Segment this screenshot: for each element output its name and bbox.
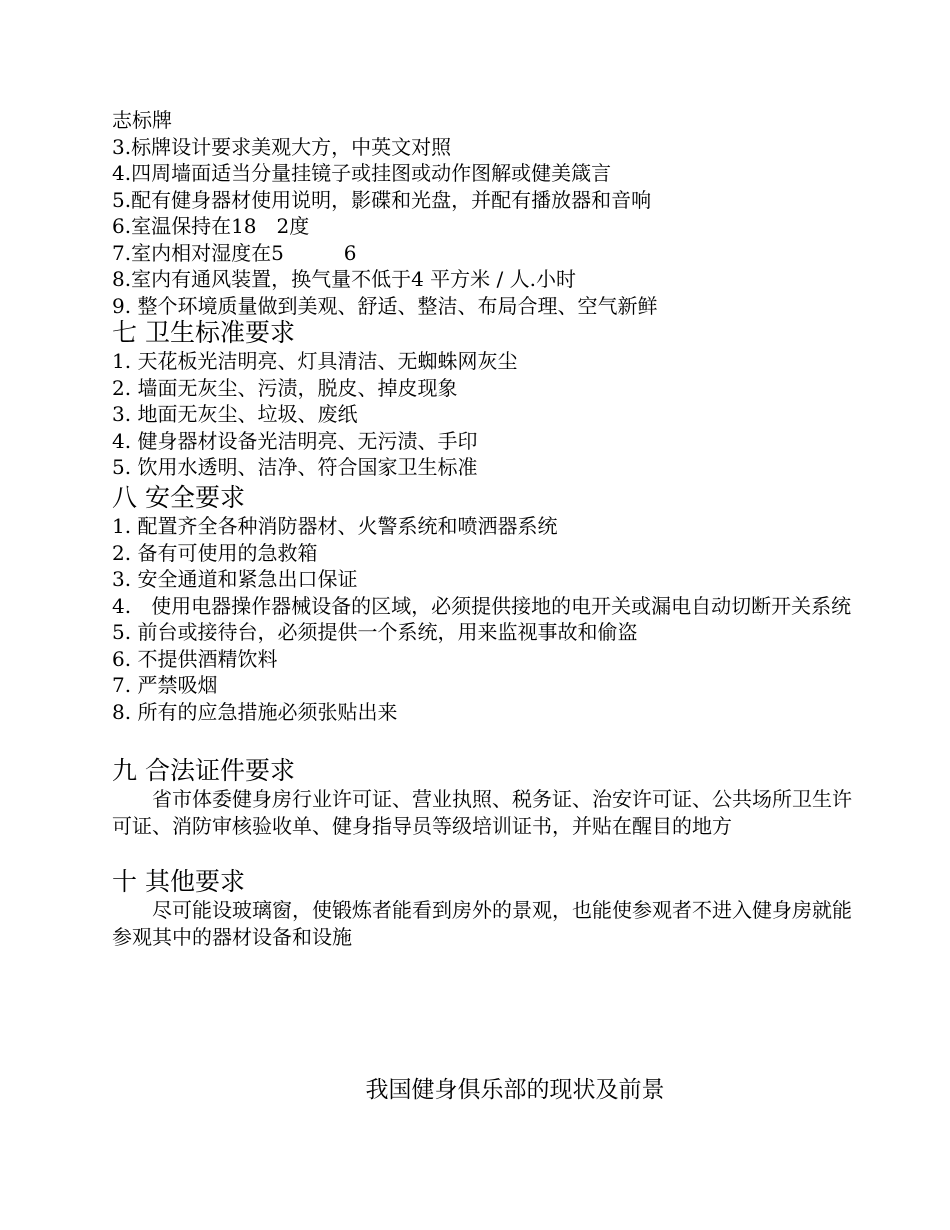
- list-item: 4. 使用电器操作器械设备的区域，必须提供接地的电开关或漏电自动切断开关系统: [112, 593, 852, 618]
- list-item: 5. 前台或接待台，必须提供一个系统，用来监视事故和偷盗: [112, 620, 638, 644]
- section-paragraph: 省市体委健身房行业许可证、营业执照、税务证、治安许可证、公共场所卫生许可证、消防审核验收单、健身指导员等级培训证书，并贴在醒目的地方: [112, 787, 852, 838]
- list-item: 4.四周墙面适当分量挂镜子或挂图或动作图解或健美箴言: [112, 161, 612, 185]
- list-item: 3. 安全通道和紧急出口保证: [112, 567, 358, 591]
- list-item: 4. 健身器材设备光洁明亮、无污渍、手印: [112, 428, 478, 453]
- list-item: 1. 天花板光洁明亮、灯具清洁、无蜘蛛网灰尘: [112, 349, 518, 373]
- section-heading: 十 其他要求: [112, 867, 245, 896]
- list-item: 2. 备有可使用的急救箱: [112, 540, 318, 565]
- section-heading: 七 卫生标准要求: [112, 318, 295, 347]
- list-item: 2. 墙面无灰尘、污渍，脱皮、掉皮现象: [112, 375, 458, 400]
- list-item: 7. 严禁吸烟: [112, 673, 218, 697]
- section-other: [112, 867, 852, 950]
- list-item: 志标牌: [112, 108, 172, 132]
- list-item: 5.配有健身器材使用说明，影碟和光盘，并配有播放器和音响: [112, 187, 652, 212]
- list-item: 8. 所有的应急措施必须张贴出来: [112, 699, 398, 724]
- section-heading: 九 合法证件要求: [112, 756, 295, 785]
- section-safety: [112, 483, 852, 725]
- section-paragraph: 尽可能设玻璃窗，使锻炼者能看到房外的景观，也能使参观者不进入健身房就能参观其中的器材设备和设施: [112, 898, 852, 949]
- list-item: 7.室内相对湿度在5 6: [112, 240, 357, 265]
- section-licenses: [112, 756, 852, 839]
- list-item: 8.室内有通风装置，换气量不低于4 平方米 / 人.小时: [112, 267, 576, 291]
- list-item: 9. 整个环境质量做到美观、舒适、整洁、布局合理、空气新鲜: [112, 293, 658, 318]
- list-item: 1. 配置齐全各种消防器材、火警系统和喷洒器系统: [112, 514, 558, 538]
- list-item: 3.标牌设计要求美观大方，中英文对照: [112, 134, 452, 159]
- continuation-list: [112, 107, 852, 319]
- list-item: 5. 饮用水透明、洁净、符合国家卫生标准: [112, 455, 478, 479]
- list-item: 6.室温保持在18 2度: [112, 214, 310, 238]
- section-heading: 八 安全要求: [112, 483, 245, 512]
- next-article-title: 我国健身俱乐部的现状及前景: [365, 1077, 665, 1103]
- list-item: 3. 地面无灰尘、垃圾、废纸: [112, 402, 358, 426]
- section-hygiene: [112, 318, 852, 481]
- list-item: 6. 不提供酒精饮料: [112, 646, 278, 671]
